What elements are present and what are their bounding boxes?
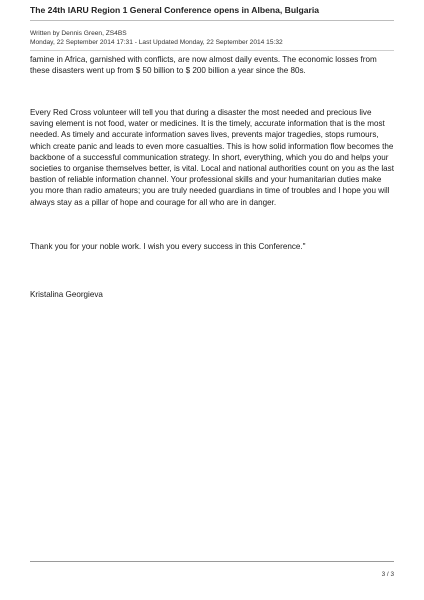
paragraph-disaster-losses: famine in Africa, garnished with conflicts, are now almost daily events. The economic losses from these disasters went up from $ 50 billion to $ 200 billion a year since the 80s. <box>30 55 377 76</box>
article-title: The 24th IARU Region 1 General Conference opens in Albena, Bulgaria <box>30 5 320 15</box>
page-number: 3 / 3 <box>381 571 394 578</box>
signature-name: Kristalina Georgieva <box>30 290 103 299</box>
document-page <box>30 0 394 600</box>
dates-line: Monday, 22 September 2014 17:31 - Last Updated Monday, 22 September 2014 15:32 <box>30 39 283 46</box>
header-divider <box>30 20 394 21</box>
paragraph-thank-you: Thank you for your noble work. I wish you every success in this Conference." <box>30 242 306 251</box>
meta-divider <box>30 50 394 51</box>
footer-divider <box>30 561 394 562</box>
author-line: Written by Dennis Green, ZS4BS <box>30 30 127 37</box>
paragraph-red-cross-volunteer: Every Red Cross volunteer will tell you that during a disaster the most needed and precious live saving element is not food, water or medicines. It is the timely, accurate information that is the most needed. As timely and accurate information saves lives, prevents major tragedies, stops rumours, which create panic and leads to even more casualties. This is how solid information flow becomes the backbone of a successful communication strategy. In short, everything, which you do and helps your societies to organise themselves better, is vital. Local and national authorities count on you as the last bastion of reliable information channel. Your professional skills and your humanitarian duties make you more than radio amateurs; you are truly needed guardians in time of troubles and I hope you will always stay as a pillar of hope and courage for all who are in danger. <box>30 108 394 207</box>
